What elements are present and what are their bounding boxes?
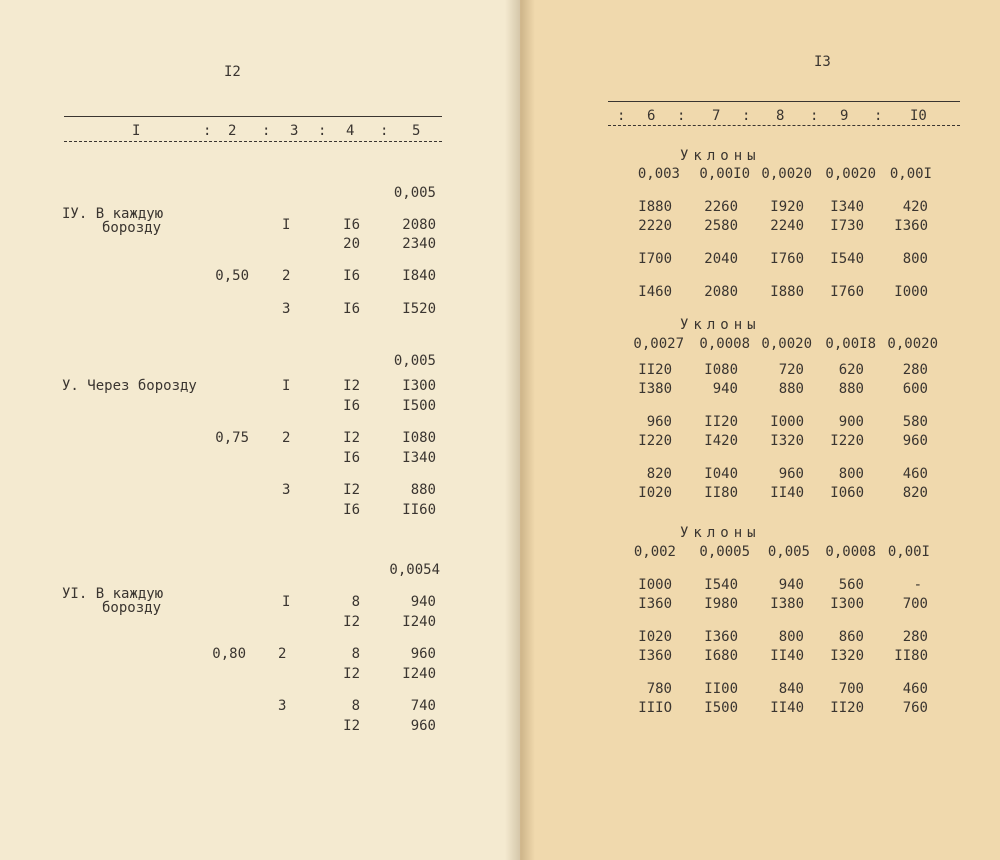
cell-col4: I6	[343, 268, 360, 284]
cell-col5: 960	[410, 646, 436, 662]
col-header-4: 4	[346, 123, 355, 139]
cell: II20	[638, 362, 672, 378]
col-sep: :	[262, 123, 271, 139]
slope-value: 0,005	[393, 185, 436, 201]
cell: I360	[894, 218, 928, 234]
cell: I540	[830, 251, 864, 267]
cell: I320	[770, 433, 804, 449]
cell: I360	[704, 629, 738, 645]
cell: 760	[902, 700, 928, 716]
page-number: I3	[814, 54, 831, 70]
cell: 280	[902, 629, 928, 645]
cell: I730	[830, 218, 864, 234]
col-sep: :	[742, 108, 751, 124]
cell: II40	[770, 700, 804, 716]
cell: II40	[770, 648, 804, 664]
cell-col4: I2	[343, 718, 360, 734]
col-header-2: 2	[228, 123, 237, 139]
cell-col5: I240	[402, 614, 436, 630]
cell: II40	[770, 485, 804, 501]
cell-col2: 0,80	[212, 646, 246, 662]
slope-value: 0,0020	[887, 336, 938, 352]
col-header-5: 5	[412, 123, 421, 139]
cell-col4: I6	[343, 301, 360, 317]
cell-col3: I	[282, 217, 291, 233]
cell: I340	[830, 199, 864, 215]
cell-col2: 0,75	[215, 430, 249, 446]
col-header-7: 7	[712, 108, 721, 124]
page-number: I2	[224, 64, 241, 80]
cell: 880	[838, 381, 864, 397]
slope-value: 0,0054	[389, 562, 440, 578]
cell: I360	[638, 648, 672, 664]
slope-value: 0,0020	[761, 336, 812, 352]
slope-value: 0,00I	[887, 544, 930, 560]
cell: 780	[646, 681, 672, 697]
cell: I220	[830, 433, 864, 449]
cell: I380	[638, 381, 672, 397]
slope-value: 0,0008	[825, 544, 876, 560]
cell: II00	[704, 681, 738, 697]
slope-value: 0,0008	[699, 336, 750, 352]
cell-col5: 960	[410, 718, 436, 734]
cell: I060	[830, 485, 864, 501]
slopes-title: Уклоны	[680, 317, 761, 333]
col-sep: :	[318, 123, 327, 139]
cell: I080	[704, 362, 738, 378]
cell: I700	[638, 251, 672, 267]
slope-value: 0,0027	[633, 336, 684, 352]
cell: I040	[704, 466, 738, 482]
section-label: У. Через борозду	[62, 378, 197, 394]
cell: -	[913, 577, 922, 593]
cell: I380	[770, 596, 804, 612]
cell-col3: 3	[282, 301, 291, 317]
cell-col4: 8	[351, 698, 360, 714]
cell-col5: 880	[410, 482, 436, 498]
cell-col4: 8	[351, 594, 360, 610]
col-header-9: 9	[840, 108, 849, 124]
section-label: IУ. В каждую	[62, 206, 164, 222]
cell: 460	[902, 466, 928, 482]
cell-col4: I6	[343, 502, 360, 518]
cell: I540	[704, 577, 738, 593]
cell: I760	[830, 284, 864, 300]
cell: I880	[770, 284, 804, 300]
cell: 900	[838, 414, 864, 430]
cell: 820	[902, 485, 928, 501]
header-rule-bottom	[64, 141, 442, 142]
cell-col4: I2	[343, 482, 360, 498]
cell: 800	[838, 466, 864, 482]
cell: 2240	[770, 218, 804, 234]
cell: I020	[638, 629, 672, 645]
cell: 940	[778, 577, 804, 593]
header-rule-top	[608, 101, 960, 102]
slope-value: 0,005	[393, 353, 436, 369]
section-label: борозду	[102, 600, 162, 616]
cell-col4: I6	[343, 450, 360, 466]
col-header-3: 3	[290, 123, 299, 139]
slopes-title: Уклоны	[680, 148, 761, 164]
cell: I680	[704, 648, 738, 664]
cell: 960	[778, 466, 804, 482]
cell: I460	[638, 284, 672, 300]
slope-value: 0,005	[767, 544, 810, 560]
cell: 2040	[704, 251, 738, 267]
cell-col4: 20	[343, 236, 360, 252]
cell: I020	[638, 485, 672, 501]
col-sep: :	[677, 108, 686, 124]
cell: I000	[770, 414, 804, 430]
cell-col5: I500	[402, 398, 436, 414]
cell: I500	[704, 700, 738, 716]
cell: I420	[704, 433, 738, 449]
cell: 2260	[704, 199, 738, 215]
cell-col5: I240	[402, 666, 436, 682]
cell-col5: I520	[402, 301, 436, 317]
cell: I920	[770, 199, 804, 215]
slopes-title: Уклоны	[680, 525, 761, 541]
cell: 820	[646, 466, 672, 482]
cell: 2580	[704, 218, 738, 234]
cell-col4: I2	[343, 666, 360, 682]
cell: 940	[712, 381, 738, 397]
slope-value: 0,00I8	[825, 336, 876, 352]
cell: 960	[646, 414, 672, 430]
cell: IIIO	[638, 700, 672, 716]
cell: 700	[838, 681, 864, 697]
slope-value: 0,003	[637, 166, 680, 182]
cell: I220	[638, 433, 672, 449]
section-label: УI. В каждую	[62, 586, 164, 602]
cell: 960	[902, 433, 928, 449]
col-header-1: I	[132, 123, 141, 139]
cell: 720	[778, 362, 804, 378]
cell: 860	[838, 629, 864, 645]
cell: 600	[902, 381, 928, 397]
cell: II80	[704, 485, 738, 501]
cell: II80	[894, 648, 928, 664]
cell-col4: I2	[343, 430, 360, 446]
col-sep: :	[810, 108, 819, 124]
cell-col5: I300	[402, 378, 436, 394]
cell: II20	[704, 414, 738, 430]
cell-col5: II60	[402, 502, 436, 518]
cell-col4: I6	[343, 398, 360, 414]
cell: I000	[894, 284, 928, 300]
slope-value: 0,002	[633, 544, 676, 560]
cell-col5: I080	[402, 430, 436, 446]
cell: 460	[902, 681, 928, 697]
cell: 840	[778, 681, 804, 697]
cell-col3: 2	[278, 646, 287, 662]
header-rule-bottom	[608, 125, 960, 126]
cell: I760	[770, 251, 804, 267]
slope-value: 0,0005	[699, 544, 750, 560]
cell: I360	[638, 596, 672, 612]
cell-col3: 3	[278, 698, 287, 714]
col-header-8: 8	[776, 108, 785, 124]
cell: 880	[778, 381, 804, 397]
cell-col5: 2340	[402, 236, 436, 252]
cell: 700	[902, 596, 928, 612]
cell-col3: 2	[282, 268, 291, 284]
header-rule-top	[64, 116, 442, 117]
cell: 2220	[638, 218, 672, 234]
cell-col5: 740	[410, 698, 436, 714]
slope-value: 0,0020	[825, 166, 876, 182]
cell-col5: 940	[410, 594, 436, 610]
slope-value: 0,0020	[761, 166, 812, 182]
cell-col5: I340	[402, 450, 436, 466]
cell-col3: I	[282, 594, 291, 610]
cell: I980	[704, 596, 738, 612]
cell-col4: I2	[343, 614, 360, 630]
cell: 420	[902, 199, 928, 215]
col-sep: :	[617, 108, 626, 124]
cell: 800	[902, 251, 928, 267]
col-header-10: I0	[910, 108, 927, 124]
cell-col4: 8	[351, 646, 360, 662]
cell-col5: 2080	[402, 217, 436, 233]
cell-col2: 0,50	[215, 268, 249, 284]
right-page	[520, 0, 1000, 860]
col-sep: :	[203, 123, 212, 139]
cell: I320	[830, 648, 864, 664]
col-sep: :	[874, 108, 883, 124]
cell: 560	[838, 577, 864, 593]
cell-col3: 2	[282, 430, 291, 446]
cell: 800	[778, 629, 804, 645]
cell-col3: 3	[282, 482, 291, 498]
cell: II20	[830, 700, 864, 716]
slope-value: 0,00I	[889, 166, 932, 182]
cell: 2080	[704, 284, 738, 300]
cell: I000	[638, 577, 672, 593]
col-header-6: 6	[647, 108, 656, 124]
cell: I880	[638, 199, 672, 215]
cell: 280	[902, 362, 928, 378]
col-sep: :	[380, 123, 389, 139]
cell-col5: I840	[402, 268, 436, 284]
cell-col4: I2	[343, 378, 360, 394]
slope-value: 0,00I0	[699, 166, 750, 182]
cell: I300	[830, 596, 864, 612]
section-label: борозду	[102, 220, 162, 236]
cell-col3: I	[282, 378, 291, 394]
cell: 620	[838, 362, 864, 378]
cell-col4: I6	[343, 217, 360, 233]
cell: 580	[902, 414, 928, 430]
